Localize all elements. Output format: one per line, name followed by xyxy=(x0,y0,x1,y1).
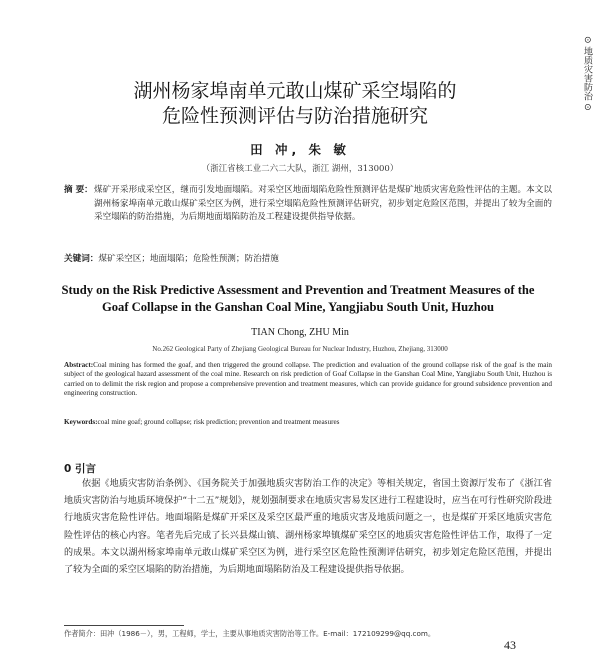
abstract-english xyxy=(64,361,552,399)
abstract-english-text: Coal mining has formed the goaf, and then triggered the ground collapse. The prediction and evaluation of the ground collapse risk of the goaf is the main subject of the geological hazard assessment of the coal mine. Research on risk prediction of Goaf Collapse in the Ganshan Coal Mine, Yangjiabu South Unit, Huzhou is carried on to delimit the risk region and propose a comprehensive prevention and treatment measures, which can provide guidance for ground subsidence prevention and engineering construction. xyxy=(64,361,552,398)
keywords-english-text: coal mine goaf; ground collapse; risk prediction; prevention and treatment measures xyxy=(97,418,340,426)
introduction-paragraph: 依据《地质灾害防治条例》、《国务院关于加强地质灾害防治工作的决定》等相关规定，省国土资源厅发布了《浙江省地质灾害防治与地质环境保护“十二五”规划》，规划强制要求在地质灾害易发区进行工程建设时，应当在可行性研究阶段进行地质灾害危险性评估。地面塌陷是煤矿开采区及采空区最严重的地质灾害及地质问题之一，也是煤矿开采区地质灾害危险性评估的核心内容。笔者先后完成了长兴县煤山镇、湖州杨家埠镇煤矿采空区的地质灾害危险性评估工作，取得了一定的成果。本文以湖州杨家埠南单元敢山煤矿采空区为例，进行采空区危险性预测评估研究，初步划定危险区范围，并提出了较为全面的采空区塌陷的防治措施，为后期地面塌陷防治及工程建设提供指导依据。 xyxy=(64,479,552,576)
keywords-english-label: Keywords: xyxy=(64,418,98,426)
author-footnote: 作者简介：田冲（1986－），男，工程师，学士，主要从事地质灾害防治等工作。E-mail：172109299@qq.com。 xyxy=(64,629,436,638)
affiliation-chinese: （浙江省核工业二六二大队，浙江 湖州，313000） xyxy=(201,164,399,174)
abstract-chinese xyxy=(64,184,552,225)
keywords-chinese-label: 关键词： xyxy=(64,254,99,264)
title-chinese-line-2: 危险性预测评估与防治措施研究 xyxy=(161,105,428,127)
keywords-chinese xyxy=(64,253,552,266)
abstract-chinese-text: 煤矿开采形成采空区，继而引发地面塌陷。对采空区地面塌陷危险性预测评估是煤矿地质灾害危险性评估的主题。本文以湖州杨家埠南单元敢山煤矿采空区为例，进行采空塌陷危险性预测评估研究，初步划定危险区范围，并提出了较为全面的采空塌陷的防治措施，为后期地面塌陷防治及工程建设提供指导依据。 xyxy=(94,185,552,223)
footnote-divider xyxy=(64,625,184,626)
abstract-english-label: Abstract: xyxy=(64,361,94,369)
keywords-english xyxy=(64,418,552,427)
authors-english: TIAN Chong, ZHU Min xyxy=(251,327,349,338)
affiliation-english: No.262 Geological Party of Zhejiang Geological Bureau for Nuclear Industry, Huzhou, Zhejiang, 313000 xyxy=(152,345,448,353)
title-chinese-line-1: 湖州杨家埠南单元敢山煤矿采空塌陷的 xyxy=(133,80,457,102)
keywords-chinese-text: 煤矿采空区；地面塌陷；危险性预测；防治措施 xyxy=(98,254,279,264)
abstract-chinese-label: 摘 要： xyxy=(64,185,93,195)
journal-section-header: ⊙ 地质灾害防治 ⊙ xyxy=(582,36,592,111)
section-heading-introduction: 0 引言 xyxy=(64,463,96,475)
page-number: 43 xyxy=(504,638,516,652)
title-english: Study on the Risk Predictive Assessment and Prevention and Treatment Measures of the Goaf Collapse in the Ganshan Coal Mine, Yangjiabu South Unit, Huzhou xyxy=(61,283,535,314)
authors-chinese: 田 冲, 朱 敏 xyxy=(250,142,350,157)
